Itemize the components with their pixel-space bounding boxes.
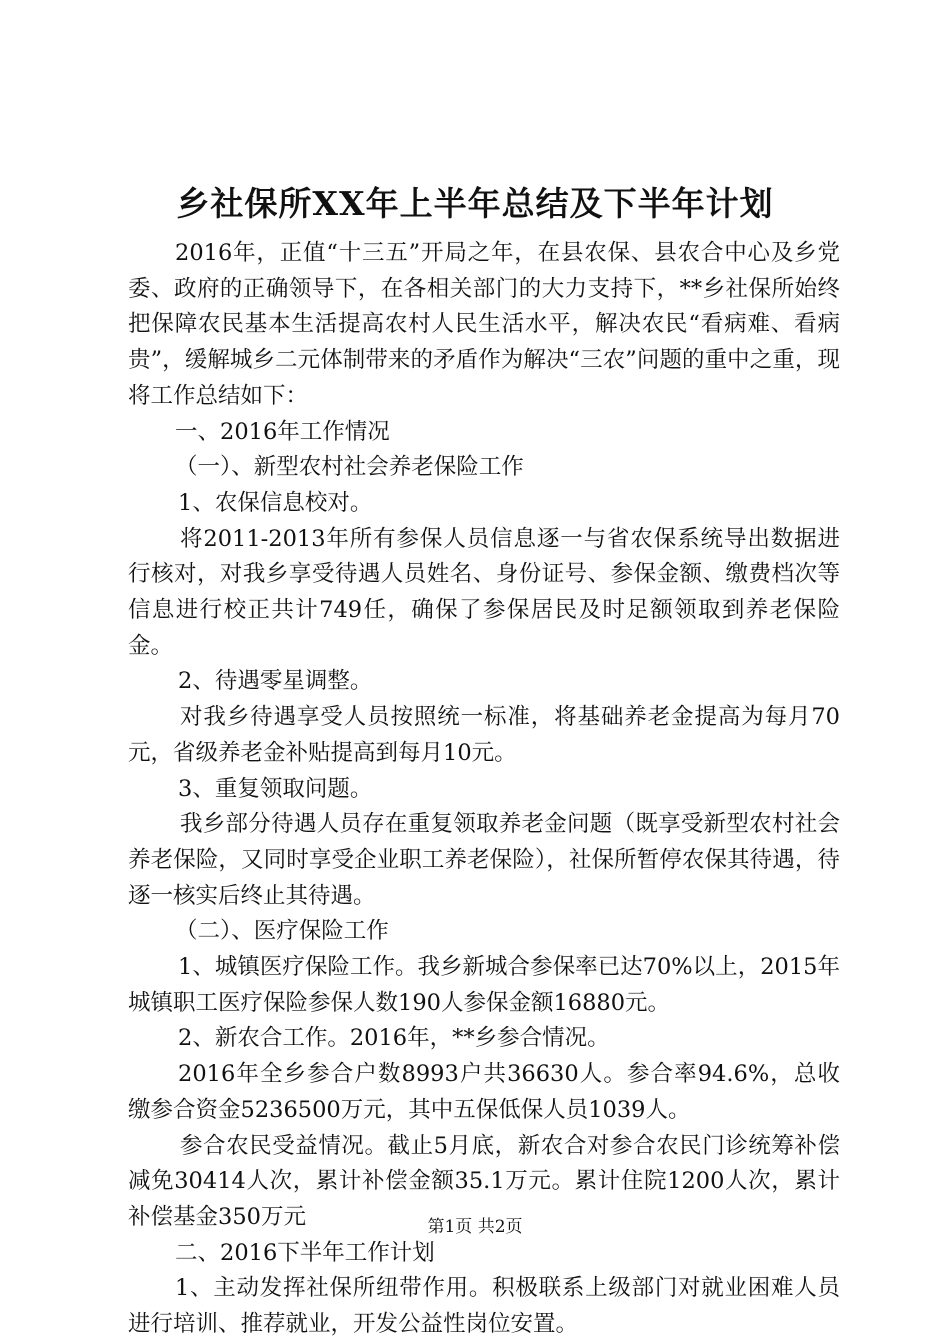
body-paragraph: 参合农民受益情况。截止5月底，新农合对参合农民门诊统筹补偿减免30414人次，累计补偿金额35.1万元。累计住院1200人次，累计补偿基金350万元 xyxy=(128,1132,840,1230)
body-paragraph: 1、城镇医疗保险工作。我乡新城合参保率已达70%以上，2015年城镇职工医疗保险参保人数190人参保金额16880元。 xyxy=(128,954,840,1016)
body-paragraph: 1、主动发挥社保所纽带作用。积极联系上级部门对就业困难人员进行培训、推荐就业，开发公益性岗位安置。 xyxy=(128,1275,840,1338)
page-footer: 第1页 共2页 xyxy=(427,1217,523,1237)
body-paragraph: 对我乡待遇享受人员按照统一标准，将基础养老金提高为每月70元，省级养老金补贴提高到每月10元。 xyxy=(128,704,840,766)
intro-paragraph: 2016年，正值“十三五”开局之年，在县农保、县农合中心及乡党委、政府的正确领导下，在各相关部门的大力支持下，**乡社保所始终把保障农民基本生活提高农村人民生活水平，解决农民“看病难、看病贵”，缓解城乡二元体制带来的矛盾作为解决“三农”问题的重中之重，现将工作总结如下： xyxy=(128,240,840,409)
section-heading-2: 二、2016下半年工作计划 xyxy=(175,1239,435,1266)
body-paragraph: 2016年全乡参合户数8993户共36630人。参合率94.6%，总收缴参合资金5236500万元，其中五保低保人员1039人。 xyxy=(128,1061,840,1123)
body-paragraph: 将2011-2013年所有参保人员信息逐一与省农保系统导出数据进行核对，对我乡享受待遇人员姓名、身份证号、参保金额、缴费档次等信息进行校正共计749任，确保了参保居民及时足额领取到养老保险金。 xyxy=(128,525,840,659)
item-heading: 3、重复领取问题。 xyxy=(178,775,373,802)
document-body xyxy=(128,236,840,1343)
item-heading: 2、新农合工作。2016年，**乡参合情况。 xyxy=(178,1025,610,1052)
item-heading: 1、农保信息校对。 xyxy=(178,489,373,516)
document-title: 乡社保所XX年上半年总结及下半年计划 xyxy=(176,184,774,223)
body-paragraph: 我乡部分待遇人员存在重复领取养老金问题（既享受新型农村社会养老保险，又同时享受企业职工养老保险），社保所暂停农保其待遇，待逐一核实后终止其待遇。 xyxy=(128,811,840,909)
subsection-heading-2: （二）、医疗保险工作 xyxy=(175,918,389,945)
subsection-heading-1: （一）、新型农村社会养老保险工作 xyxy=(175,454,524,481)
section-heading-1: 一、2016年工作情况 xyxy=(175,418,390,445)
item-heading: 2、待遇零星调整。 xyxy=(178,668,373,695)
